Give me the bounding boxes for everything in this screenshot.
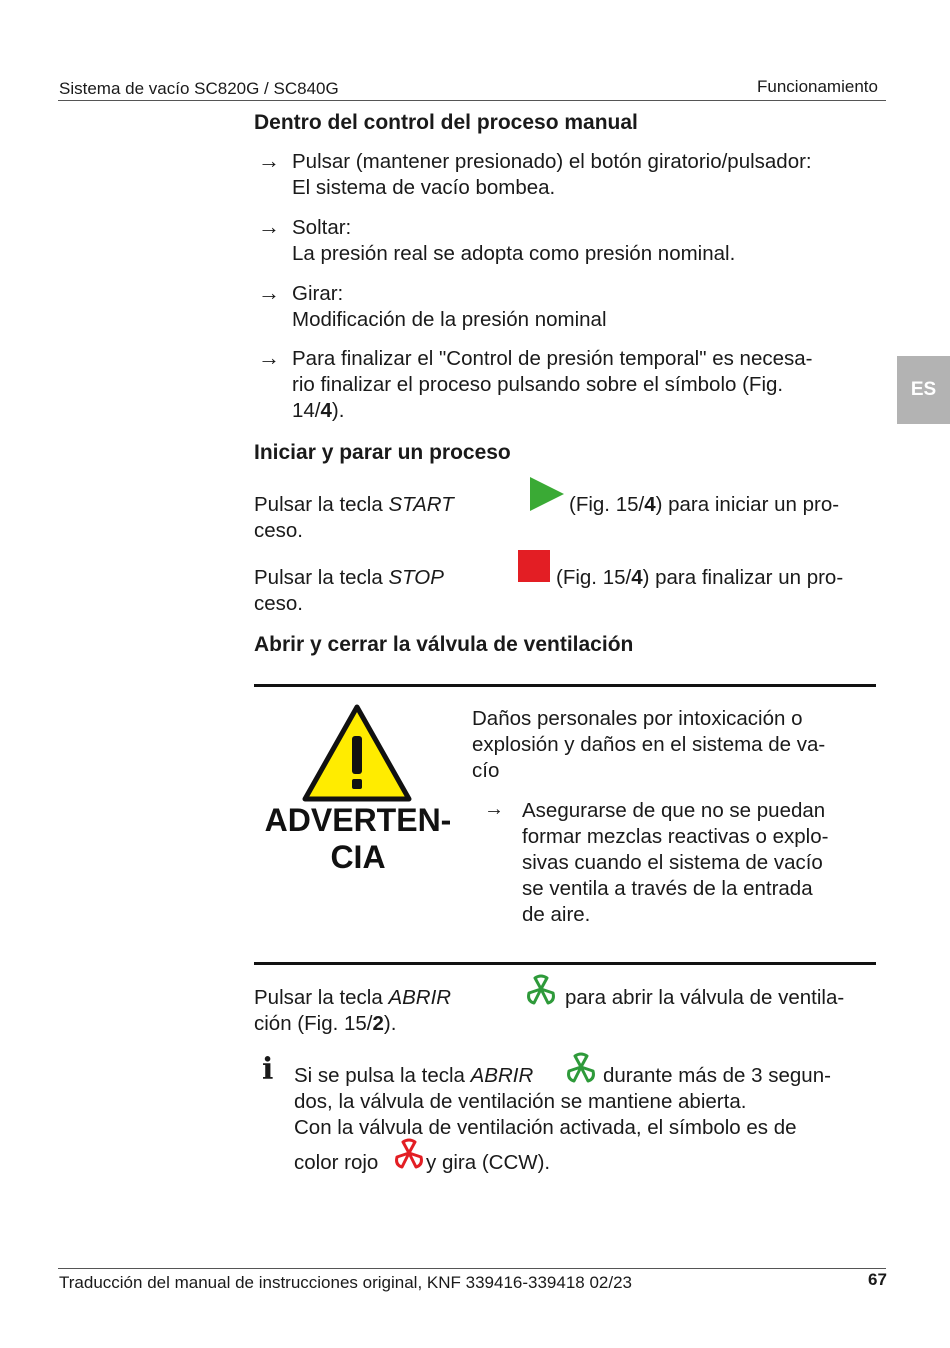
start-fig-ref: (Fig. 15/4) para iniciar un pro- (569, 493, 840, 516)
arrow-right-icon: → (258, 214, 280, 239)
footer-rule (58, 1268, 886, 1269)
info-line-1: Si se pulsa la tecla ABRIR (294, 1064, 534, 1087)
info-line-4: color rojo (294, 1151, 379, 1174)
vent-fan-red-icon (392, 1138, 426, 1170)
list-item: → Soltar: La presión real se adopta como presión nominal. (258, 214, 736, 265)
stop-paragraph: Pulsar la tecla STOP ceso. (254, 566, 444, 615)
header-right: Funcionamiento (757, 77, 878, 96)
list-item: → Girar: Modificación de la presión nominal (258, 280, 607, 331)
section-title-manual-control: Dentro del control del proceso manual (254, 111, 638, 134)
info-line-3: Con la válvula de ventilación activada, el símbolo es de (294, 1116, 797, 1139)
arrow-right-icon: → (484, 798, 504, 820)
vent-fan-icon (524, 974, 558, 1006)
list-item: → Para finalizar el "Control de presión temporal" es necesa- rio finalizar el proceso pulsando sobre el símbolo (Fig. 14/4). (258, 345, 813, 422)
start-play-icon (529, 476, 565, 512)
page-number: 67 (868, 1270, 887, 1289)
warning-triangle-icon (302, 704, 412, 802)
info-icon: i (262, 1052, 274, 1087)
info-line-1-post: durante más de 3 segun- (603, 1064, 831, 1087)
header-rule (58, 100, 886, 101)
arrow-right-icon: → (258, 280, 280, 305)
abrir-post-text: para abrir la válvula de ventila- (565, 986, 845, 1009)
warning-bottom-rule (254, 962, 876, 965)
vent-fan-icon (564, 1052, 598, 1084)
info-line-4-post: y gira (CCW). (426, 1151, 551, 1174)
section-title-start-stop: Iniciar y parar un proceso (254, 441, 511, 464)
warning-hazard-text: Daños personales por intoxicación o explosión y daños en el sistema de va- cío (472, 707, 826, 782)
stop-fig-ref: (Fig. 15/4) para finalizar un pro- (556, 566, 844, 589)
header-left: Sistema de vacío SC820G / SC840G (59, 79, 339, 98)
list-item: → Pulsar (mantener presionado) el botón giratorio/pulsador: El sistema de vacío bombea. (258, 148, 812, 199)
section-title-vent-valve: Abrir y cerrar la válvula de ventilación (254, 633, 634, 656)
stop-square-icon (518, 550, 550, 582)
language-tab: ES (897, 356, 950, 424)
warning-measure: → Asegurarse de que no se puedan formar mezclas reactivas o explo- sivas cuando el sistema de vacío se ventila a través de la entrada de aire. (484, 798, 829, 926)
arrow-right-icon: → (258, 148, 280, 173)
warning-signal-word: ADVERTEN- CIA (264, 802, 452, 875)
arrow-right-icon: → (258, 345, 280, 370)
warning-top-rule (254, 684, 876, 687)
start-paragraph: Pulsar la tecla START ceso. (254, 493, 454, 542)
abrir-paragraph: Pulsar la tecla ABRIR ción (Fig. 15/2). (254, 986, 452, 1035)
footer-text: Traducción del manual de instrucciones original, KNF 339416-339418 02/23 (59, 1273, 633, 1292)
info-line-2: dos, la válvula de ventilación se mantiene abierta. (294, 1090, 747, 1113)
